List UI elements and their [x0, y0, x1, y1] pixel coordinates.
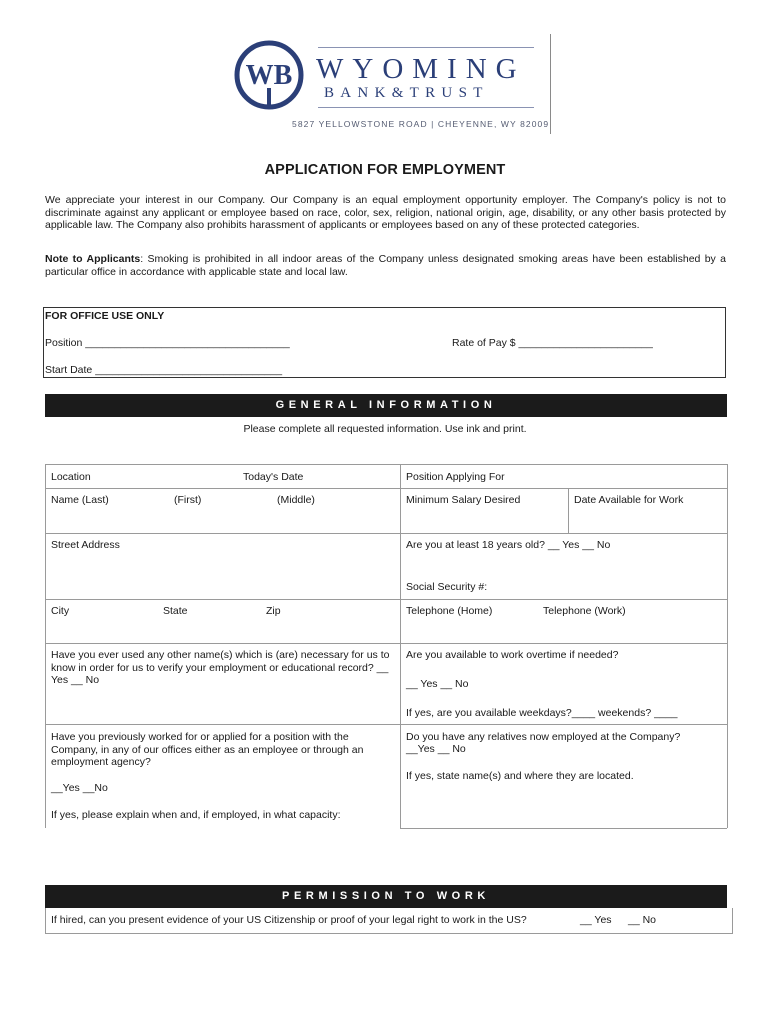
- name-last-field[interactable]: Name (Last): [51, 494, 109, 506]
- grid-line: [45, 464, 46, 828]
- grid-line: [45, 724, 727, 725]
- overtime-yes-no[interactable]: __ Yes __ No: [406, 678, 469, 690]
- zip-field[interactable]: Zip: [266, 605, 281, 617]
- office-use-box: [43, 307, 726, 378]
- wb-monogram-icon: [234, 40, 304, 110]
- other-names-question[interactable]: Have you ever used any other name(s) which is (are) necessary for us to know in order for us to verify your employment or educational record? __ Yes __ No: [51, 649, 390, 686]
- relatives-question: Do you have any relatives now employed at the Company?: [406, 731, 681, 743]
- company-address: 5827 YELLOWSTONE ROAD | CHEYENNE, WY 82009: [292, 119, 550, 129]
- logo-rule-bottom: [318, 107, 534, 108]
- citizenship-yes[interactable]: __ Yes: [580, 914, 612, 926]
- telephone-home-field[interactable]: Telephone (Home): [406, 605, 493, 617]
- relatives-yes-no[interactable]: __Yes __ No: [406, 743, 466, 755]
- citizenship-question: If hired, can you present evidence of your US Citizenship or proof of your legal right to work in the US?: [51, 914, 527, 926]
- brand-subname: BANK&TRUST: [324, 85, 489, 101]
- grid-line: [45, 933, 733, 934]
- logo-divider: [550, 34, 551, 134]
- permission-to-work-header: PERMISSION TO WORK: [45, 885, 727, 908]
- company-logo: [234, 40, 554, 136]
- office-rate-field[interactable]: Rate of Pay $ _______________________: [452, 337, 653, 349]
- note-text: : Smoking is prohibited in all indoor areas of the Company unless designated smoking areas have been established by a particular office in accordance with applicable state and local law.: [45, 253, 726, 278]
- grid-line: [568, 488, 569, 533]
- office-position-field[interactable]: Position ___________________________________: [45, 337, 290, 349]
- brand-name: WYOMING: [316, 53, 526, 85]
- grid-line: [45, 488, 400, 489]
- office-start-date-field[interactable]: Start Date ________________________________: [45, 364, 283, 376]
- grid-line: [45, 464, 727, 465]
- grid-line: [45, 643, 727, 644]
- position-applying-field[interactable]: Position Applying For: [406, 471, 505, 483]
- general-instructions: Please complete all requested information. Use ink and print.: [243, 423, 527, 435]
- note-to-applicants: [45, 253, 726, 279]
- state-field[interactable]: State: [163, 605, 188, 617]
- logo-mark-text: WB: [245, 60, 293, 91]
- form-title: APPLICATION FOR EMPLOYMENT: [264, 162, 506, 178]
- date-available-field[interactable]: Date Available for Work: [574, 494, 684, 506]
- previous-work-explain[interactable]: If yes, please explain when and, if employed, in what capacity:: [51, 809, 341, 821]
- telephone-work-field[interactable]: Telephone (Work): [543, 605, 626, 617]
- grid-line: [45, 533, 727, 534]
- intro-paragraph: We appreciate your interest in our Company. Our Company is an equal employment opportunity employer. The Company's policy is not to discriminate against any applicant or employee based on race, color, sex, religion, national origin, age, disability, or any other basis protected by applicable law. The Company also prohibits harassment of applicants or employees based on any of these protected categories.: [45, 194, 726, 231]
- citizenship-no[interactable]: __ No: [628, 914, 657, 926]
- todays-date-field[interactable]: Today's Date: [243, 471, 304, 483]
- grid-line: [400, 488, 727, 489]
- grid-line: [732, 908, 733, 933]
- grid-line: [400, 828, 727, 829]
- ssn-field[interactable]: Social Security #:: [406, 581, 488, 593]
- logo-rule-top: [318, 47, 534, 48]
- previous-work-question: Have you previously worked for or applied for a position with the Company, in any of our offices either as an employee or through an employment agency?: [51, 731, 364, 768]
- street-address-field[interactable]: Street Address: [51, 539, 120, 551]
- overtime-availability[interactable]: If yes, are you available weekdays?____ weekends? ____: [406, 707, 678, 719]
- city-field[interactable]: City: [51, 605, 70, 617]
- name-first-field[interactable]: (First): [174, 494, 202, 506]
- grid-line: [400, 464, 401, 828]
- grid-line: [45, 908, 46, 933]
- overtime-question: Are you available to work overtime if needed?: [406, 649, 619, 661]
- location-field[interactable]: Location: [51, 471, 91, 483]
- name-middle-field[interactable]: (Middle): [277, 494, 315, 506]
- previous-work-yes-no[interactable]: __Yes __No: [51, 782, 108, 794]
- general-information-header: GENERAL INFORMATION: [45, 394, 727, 417]
- grid-line: [727, 464, 728, 828]
- age-question[interactable]: Are you at least 18 years old? __ Yes __ No: [406, 539, 611, 551]
- grid-line: [45, 599, 727, 600]
- relatives-names[interactable]: If yes, state name(s) and where they are located.: [406, 770, 634, 782]
- office-use-heading: FOR OFFICE USE ONLY: [45, 310, 165, 322]
- note-label: Note to Applicants: [45, 253, 141, 265]
- min-salary-field[interactable]: Minimum Salary Desired: [406, 494, 521, 506]
